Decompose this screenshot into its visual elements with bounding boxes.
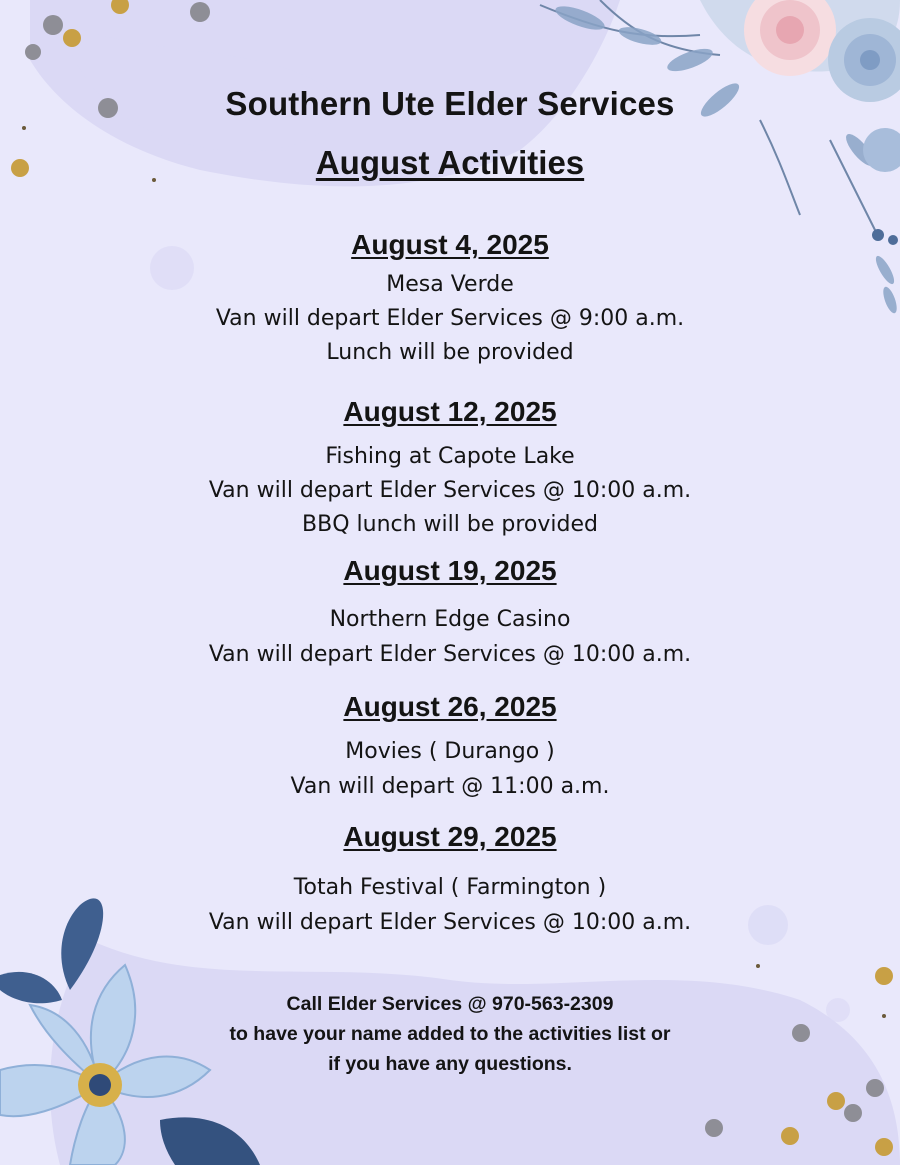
contact-footer [0, 989, 900, 1079]
event-detail: BBQ lunch will be provided [302, 512, 598, 537]
event-detail: Mesa Verde [386, 272, 514, 297]
event-detail: Van will depart Elder Services @ 9:00 a.m. [215, 306, 685, 331]
page-subtitle: August Activities [315, 144, 585, 181]
event-date: August 19, 2025 [343, 555, 557, 586]
event-date: August 4, 2025 [351, 229, 549, 260]
event-detail: Lunch will be provided [326, 340, 574, 365]
event-detail: Van will depart Elder Services @ 10:00 a.m. [208, 478, 692, 503]
event-detail: Totah Festival ( Farmington ) [293, 875, 607, 900]
event-date: August 12, 2025 [343, 396, 557, 427]
contact-line: if you have any questions. [328, 1053, 572, 1075]
event-detail: Movies ( Durango ) [345, 739, 555, 764]
event-date: August 29, 2025 [343, 821, 557, 852]
event-detail: Northern Edge Casino [329, 607, 571, 632]
contact-line: to have your name added to the activities list or [229, 1023, 671, 1045]
event-detail: Van will depart Elder Services @ 10:00 a.m. [208, 642, 692, 667]
contact-line: Call Elder Services @ 970-563-2309 [286, 993, 614, 1015]
event-detail: Van will depart @ 11:00 a.m. [290, 774, 610, 799]
event-detail: Van will depart Elder Services @ 10:00 a.m. [208, 910, 692, 935]
event-detail: Fishing at Capote Lake [325, 444, 575, 469]
event-date: August 26, 2025 [343, 691, 557, 722]
page-title: Southern Ute Elder Services [225, 85, 675, 122]
